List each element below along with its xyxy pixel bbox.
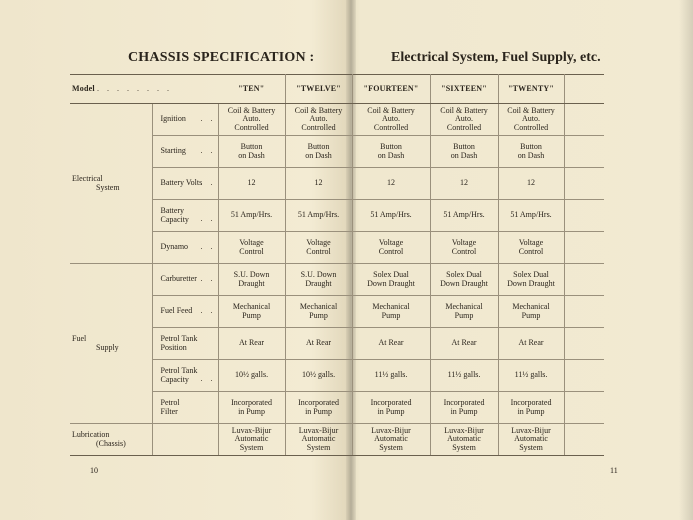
param-label-line: Position xyxy=(160,342,187,352)
value-line: 51 Amp/Hrs. xyxy=(230,210,273,220)
value-line: Draught xyxy=(305,278,332,288)
value-cell xyxy=(498,168,564,200)
value-cell xyxy=(285,424,352,456)
blank-cell xyxy=(564,104,604,136)
value-cell xyxy=(352,264,430,296)
leader-dots: . . xyxy=(200,241,216,251)
value-line: Luvax-Bijur xyxy=(298,425,339,435)
value-cell xyxy=(498,328,564,360)
value-line: Luvax-Bijur xyxy=(444,425,484,435)
value-line: Button xyxy=(380,142,402,151)
col-blank xyxy=(564,75,604,104)
param-label-line: Carburetter xyxy=(160,274,197,284)
table-header-row xyxy=(70,75,604,104)
value-line: on Dash xyxy=(305,150,332,160)
value-line: Coil & Battery xyxy=(507,105,555,115)
value-line: Down Draught xyxy=(507,278,555,288)
group-label-line: Electrical xyxy=(72,174,103,183)
value-line: 10½ galls. xyxy=(234,370,269,380)
blank-cell xyxy=(564,136,604,168)
value-cell xyxy=(285,328,352,360)
value-line: Control xyxy=(239,246,264,256)
value-line: Down Draught xyxy=(367,278,415,288)
value-line: Incorporated xyxy=(231,398,272,407)
blank-cell xyxy=(564,232,604,264)
value-cell xyxy=(430,232,498,264)
value-cell xyxy=(352,424,430,456)
param-label xyxy=(152,328,218,360)
value-line: Mechanical xyxy=(299,302,338,311)
value-line: Controlled xyxy=(373,122,409,132)
value-line: At Rear xyxy=(305,338,332,348)
param-label-line: Dynamo xyxy=(160,242,189,252)
value-line: 12 xyxy=(247,178,256,188)
blank-cell xyxy=(564,360,604,392)
value-cell xyxy=(218,424,285,456)
param-label xyxy=(152,424,218,456)
value-cell xyxy=(430,392,498,424)
value-cell xyxy=(218,104,285,136)
value-line: Automatic xyxy=(374,434,408,444)
value-cell xyxy=(218,168,285,200)
value-cell xyxy=(498,136,564,168)
value-line: Down Draught xyxy=(440,278,488,288)
value-line: Auto. xyxy=(309,114,328,124)
value-line: 11½ galls. xyxy=(447,370,481,380)
param-label-line: Capacity xyxy=(160,374,189,384)
col-fourteen: "FOURTEEN" xyxy=(352,75,430,104)
value-line: Control xyxy=(451,246,477,256)
param-label-line: Starting xyxy=(160,146,186,156)
value-line: 51 Amp/Hrs. xyxy=(510,210,552,220)
value-line: Pump xyxy=(454,310,474,320)
group-label-line: Supply xyxy=(96,342,119,352)
value-line: Pump xyxy=(242,310,261,320)
value-line: Pump xyxy=(381,310,401,320)
value-cell xyxy=(430,136,498,168)
param-label xyxy=(152,392,218,424)
value-line: System xyxy=(379,442,403,452)
param-label xyxy=(152,296,218,328)
value-cell xyxy=(352,328,430,360)
value-cell xyxy=(352,360,430,392)
blank-cell xyxy=(564,392,604,424)
value-cell xyxy=(218,136,285,168)
value-line: in Pump xyxy=(238,406,265,416)
value-line: At Rear xyxy=(451,338,477,348)
value-line: Controlled xyxy=(301,122,336,132)
value-line: Automatic xyxy=(234,434,269,444)
blank-cell xyxy=(564,200,604,232)
blank-cell xyxy=(564,424,604,456)
value-line: Coil & Battery xyxy=(227,105,276,115)
value-line: 51 Amp/Hrs. xyxy=(443,210,485,220)
chassis-spec-table xyxy=(70,74,604,456)
value-cell xyxy=(430,296,498,328)
value-cell xyxy=(352,136,430,168)
value-line: Solex Dual xyxy=(513,270,549,279)
blank-cell xyxy=(564,296,604,328)
value-line: Button xyxy=(240,142,263,151)
value-line: on Dash xyxy=(377,150,405,160)
col-twelve: "TWELVE" xyxy=(285,75,352,104)
value-line: Coil & Battery xyxy=(440,105,488,115)
value-cell xyxy=(352,200,430,232)
value-line: Pump xyxy=(521,310,541,320)
value-line: Control xyxy=(518,246,544,256)
value-cell xyxy=(430,168,498,200)
model-label: Model xyxy=(72,83,95,93)
value-cell xyxy=(430,328,498,360)
value-line: At Rear xyxy=(378,338,404,348)
value-line: in Pump xyxy=(377,406,405,416)
value-line: on Dash xyxy=(517,150,545,160)
group-fuel xyxy=(70,264,152,424)
param-label-line: Filter xyxy=(160,406,178,416)
value-line: Automatic xyxy=(447,434,481,444)
value-line: Voltage xyxy=(378,238,404,247)
param-label xyxy=(152,168,218,200)
value-cell xyxy=(498,104,564,136)
value-cell xyxy=(430,264,498,296)
param-label-line: Petrol Tank xyxy=(160,366,198,375)
value-line: Incorporated xyxy=(443,398,485,407)
value-line: Solex Dual xyxy=(373,270,409,279)
value-cell xyxy=(218,232,285,264)
group-electrical xyxy=(70,104,152,264)
value-line: Luvax-Bijur xyxy=(511,425,551,435)
value-line: Auto. xyxy=(242,114,261,124)
value-line: Button xyxy=(453,142,475,151)
value-line: Auto. xyxy=(455,114,474,124)
value-line: Coil & Battery xyxy=(367,105,415,115)
model-header xyxy=(70,75,218,104)
group-label-line: (Chassis) xyxy=(96,438,126,448)
value-line: Control xyxy=(378,246,404,256)
param-label xyxy=(152,232,218,264)
leader-dots: . . xyxy=(200,374,216,383)
value-line: Incorporated xyxy=(370,398,412,407)
value-line: Voltage xyxy=(239,238,264,247)
table-row xyxy=(70,104,604,136)
value-line: 51 Amp/Hrs. xyxy=(370,210,412,220)
param-label-line: Battery Volts xyxy=(160,178,203,188)
value-line: Mechanical xyxy=(372,302,410,311)
param-label-line: Battery xyxy=(160,206,185,215)
value-line: 10½ galls. xyxy=(301,370,336,380)
value-line: Coil & Battery xyxy=(294,105,343,115)
param-label-line: Petrol Tank xyxy=(160,334,198,343)
value-cell xyxy=(498,392,564,424)
value-cell xyxy=(285,200,352,232)
value-line: in Pump xyxy=(450,406,478,416)
value-line: Voltage xyxy=(306,238,331,247)
value-cell xyxy=(352,296,430,328)
col-ten: "TEN" xyxy=(218,75,285,104)
page-edge-shadow xyxy=(679,0,693,520)
value-line: Auto. xyxy=(382,114,401,124)
value-cell xyxy=(430,360,498,392)
value-cell xyxy=(218,328,285,360)
value-cell xyxy=(430,104,498,136)
value-line: 12 xyxy=(460,178,469,188)
value-line: Luvax-Bijur xyxy=(231,425,272,435)
value-line: Draught xyxy=(238,278,265,288)
value-line: Voltage xyxy=(518,238,544,247)
group-lubrication xyxy=(70,424,152,456)
leader-dots: . . xyxy=(200,305,216,315)
param-label xyxy=(152,200,218,232)
value-line: Controlled xyxy=(446,122,482,132)
value-cell xyxy=(498,296,564,328)
value-cell xyxy=(498,264,564,296)
value-line: Button xyxy=(307,142,330,151)
page-number-left: 10 xyxy=(90,466,98,475)
value-line: Pump xyxy=(309,310,328,320)
value-cell xyxy=(285,104,352,136)
value-cell xyxy=(352,392,430,424)
leader-dots: . . xyxy=(200,273,216,283)
col-twenty: "TWENTY" xyxy=(498,75,564,104)
value-line: Controlled xyxy=(513,122,549,132)
leader-dots: . . xyxy=(200,177,216,187)
leader-dots: . . xyxy=(200,145,216,155)
page-title-left: CHASSIS SPECIFICATION : xyxy=(128,50,315,65)
value-line: 12 xyxy=(314,178,323,188)
value-line: At Rear xyxy=(238,338,265,348)
value-line: 12 xyxy=(387,178,396,188)
value-line: 11½ galls. xyxy=(374,370,408,380)
group-label-line: Fuel xyxy=(72,334,87,343)
value-line: Control xyxy=(306,246,331,256)
value-line: Luvax-Bijur xyxy=(371,425,411,435)
value-line: At Rear xyxy=(518,338,544,348)
param-label xyxy=(152,104,218,136)
value-line: System xyxy=(452,442,476,452)
value-cell xyxy=(285,168,352,200)
table-row xyxy=(70,264,604,296)
value-cell xyxy=(498,424,564,456)
value-cell xyxy=(218,200,285,232)
value-cell xyxy=(285,392,352,424)
group-label-line: Lubrication xyxy=(72,430,110,439)
value-line: Controlled xyxy=(234,122,269,132)
page-number-right: 11 xyxy=(610,466,618,475)
value-line: Incorporated xyxy=(298,398,339,407)
param-label-line: Fuel Feed xyxy=(160,306,193,316)
value-line: System xyxy=(306,442,331,452)
col-sixteen: "SIXTEEN" xyxy=(430,75,498,104)
blank-cell xyxy=(564,168,604,200)
value-cell xyxy=(352,168,430,200)
value-line: on Dash xyxy=(238,150,265,160)
value-line: 12 xyxy=(527,178,536,188)
value-line: S.U. Down xyxy=(233,270,270,279)
param-label-line: Ignition xyxy=(160,114,186,124)
group-label-line: System xyxy=(96,182,120,192)
value-cell xyxy=(430,200,498,232)
value-line: Solex Dual xyxy=(446,270,482,279)
value-line: Mechanical xyxy=(445,302,483,311)
value-line: in Pump xyxy=(305,406,332,416)
value-cell xyxy=(218,296,285,328)
value-line: 51 Amp/Hrs. xyxy=(297,210,340,220)
value-cell xyxy=(285,360,352,392)
value-line: Incorporated xyxy=(510,398,552,407)
value-cell xyxy=(218,360,285,392)
value-line: on Dash xyxy=(450,150,478,160)
model-dots: . . . . . . . . xyxy=(96,83,172,93)
value-cell xyxy=(218,264,285,296)
value-line: Automatic xyxy=(301,434,336,444)
value-line: Mechanical xyxy=(512,302,550,311)
value-line: 11½ galls. xyxy=(514,370,548,380)
value-line: Mechanical xyxy=(232,302,271,311)
blank-cell xyxy=(564,328,604,360)
value-line: Voltage xyxy=(451,238,477,247)
param-label xyxy=(152,136,218,168)
param-label-line: Capacity xyxy=(160,214,189,224)
value-line: System xyxy=(239,442,264,452)
value-line: S.U. Down xyxy=(300,270,337,279)
value-line: in Pump xyxy=(517,406,545,416)
value-cell xyxy=(285,296,352,328)
value-cell xyxy=(498,232,564,264)
page-title-right: Electrical System, Fuel Supply, etc. xyxy=(391,50,601,65)
leader-dots: . . xyxy=(200,113,216,123)
param-label xyxy=(152,360,218,392)
value-cell xyxy=(285,264,352,296)
value-cell xyxy=(498,200,564,232)
value-cell xyxy=(285,232,352,264)
value-line: System xyxy=(519,442,543,452)
value-line: Button xyxy=(520,142,542,151)
leader-dots: . . xyxy=(200,214,216,223)
param-label-line: Petrol xyxy=(160,398,180,407)
param-label xyxy=(152,264,218,296)
table-row xyxy=(70,424,604,456)
value-line: Auto. xyxy=(522,114,541,124)
value-cell xyxy=(352,104,430,136)
value-cell xyxy=(218,392,285,424)
value-cell xyxy=(352,232,430,264)
blank-cell xyxy=(564,264,604,296)
value-cell xyxy=(498,360,564,392)
value-line: Automatic xyxy=(514,434,548,444)
value-cell xyxy=(430,424,498,456)
value-cell xyxy=(285,136,352,168)
